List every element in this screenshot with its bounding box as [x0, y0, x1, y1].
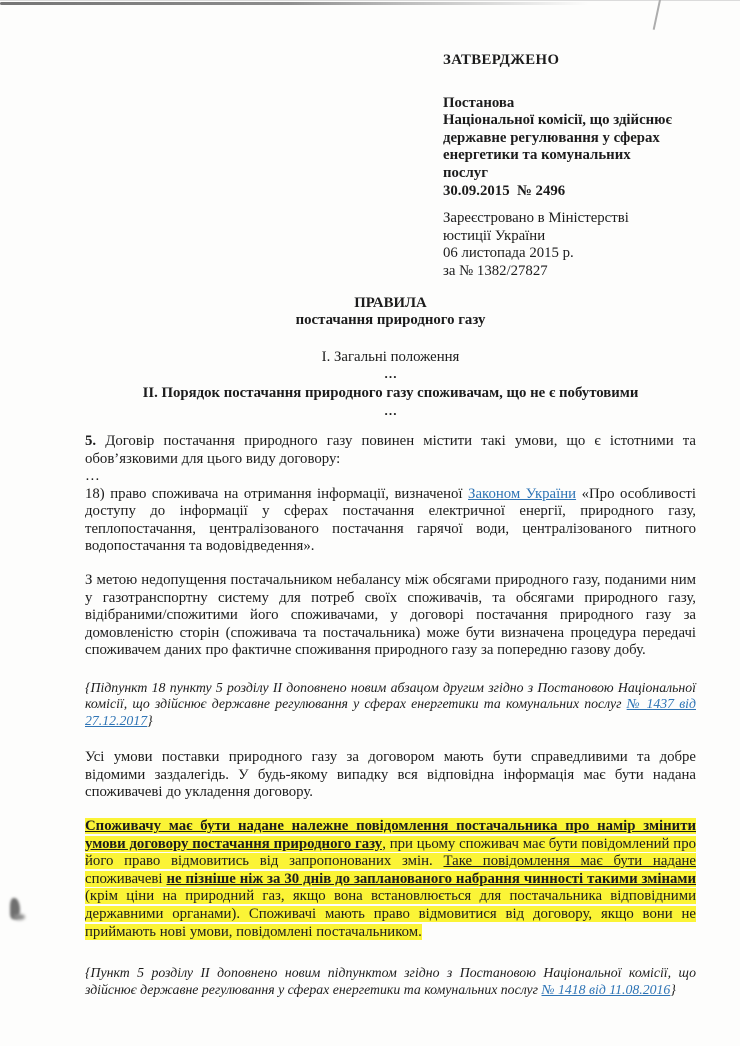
clause-ellipsis: … [85, 468, 100, 485]
resolution-issuer-line: послуг [443, 164, 488, 181]
registration-line: за № 1382/27827 [443, 262, 548, 279]
resolution-date-number: 30.09.2015 № 2496 [443, 182, 566, 199]
subclause-18-text: 18) право споживача на отримання інформації, визначеної [85, 485, 469, 502]
amendment-note-1-text: {Підпункт 18 пункту 5 розділу ІІ доповнено новим абзацом другим згідно з Постановою Національної комісії, що здійснює державне регулювання у сферах енергетики та комунальних послуг [85, 680, 696, 712]
clause-5-paragraph [85, 433, 696, 468]
amendment-note-2 [85, 965, 696, 998]
resolution-issuer-line: енергетики та комунальних [443, 147, 631, 164]
highlight-plain-1: , при цьому споживач має бути повідомлений про його право відмовитись від запропонованих змін. [85, 835, 696, 870]
highlight-plain-3: (крім ціни на природний газ, якщо вона встановлюється для постачальника відповідними державними органами). Споживачі мають право відмовитися від договору, якщо вони не приймають нові умови, повідомлені постачальником. [85, 888, 696, 940]
approved-stamp: ЗАТВЕРДЖЕНО [443, 52, 560, 68]
document-title-line1: ПРАВИЛА [354, 294, 427, 311]
balance-paragraph: З метою недопущення постачальником небалансу між обсягами природного газу, поданими ним у газотранспортну систему для потреб своїх споживачів, та обсягами природного газу, відібраними/спожитими його споживачами, у договорі постачання природного газу за домовленістю сторін (споживача та постачальника) може бути визначена процедура передачі споживачем даних про фактичне споживання природного газу за попередню газову добу. [85, 572, 696, 659]
resolution-1418-link[interactable]: № 1418 від 11.08.2016 [541, 981, 671, 997]
amendment-note-2-close: } [670, 981, 676, 997]
highlighted-notice-paragraph [85, 818, 696, 941]
amendment-note-1-close: } [147, 712, 153, 728]
registration-line: юстиції України [443, 227, 546, 244]
resolution-issuer-line: Національної комісії, що здійснює [443, 112, 672, 129]
amendment-note-1 [85, 680, 696, 729]
highlight-underline-1: Таке повідомлення має бути надане [443, 853, 696, 870]
subclause-18-paragraph [85, 486, 696, 556]
subclause-18-text-post: «Про особливості доступу до інформації у сферах постачання електричної енергії, природного газу, теплопостачання, централізованого постачання гарячої води, централізованого питного водопостачання та водовідведення». [85, 485, 696, 555]
fair-terms-paragraph: Усі умови поставки природного газу за договором мають бути справедливими та добре відомими заздалегідь. У будь-якому випадку вся відповідна інформація має бути надана споживачеві до укладення договору. [85, 749, 696, 801]
clause-5-text: Договір постачання природного газу повинен містити такі умови, що є істотними та обов’язковими для цього виду договору: [85, 432, 696, 467]
registration-line: 06 листопада 2015 р. [443, 245, 574, 262]
resolution-issuer-line: державне регулювання у сферах [443, 129, 660, 146]
highlight-bold-lead: Споживачу має бути надане належне повідомлення постачальника про намір змінити умови договору постачання природного газу [85, 818, 696, 852]
registration-line: Зареєстровано в Міністерстві [443, 210, 629, 227]
section-heading-1: І. Загальні положення [321, 348, 460, 365]
section-ellipsis: … [384, 366, 397, 382]
resolution-1437-link[interactable]: № 1437 від 27.12.2017 [85, 696, 696, 728]
section-ellipsis: … [384, 402, 397, 418]
highlight-plain-2: споживачеві [85, 870, 167, 887]
document-title [85, 295, 696, 330]
law-of-ukraine-link[interactable]: Законом України [468, 485, 577, 502]
clause-5-number: 5. [85, 432, 97, 449]
highlight-bold-deadline: не пізніше ніж за 30 днів до запланованого набрання чинності такими змінами [166, 870, 696, 887]
resolution-label: Постанова [443, 94, 515, 111]
registration-block [443, 210, 696, 280]
approval-block [443, 52, 696, 200]
amendment-note-2-text: {Пункт 5 розділу ІІ доповнено новим підпунктом згідно з Постановою Національної комісії, що здійснює державне регулювання у сферах енергетики та комунальних послуг [85, 965, 696, 997]
section-heading-2: ІІ. Порядок постачання природного газу споживачам, що не є побутовими [142, 385, 639, 402]
document-title-line2: постачання природного газу [295, 312, 486, 329]
